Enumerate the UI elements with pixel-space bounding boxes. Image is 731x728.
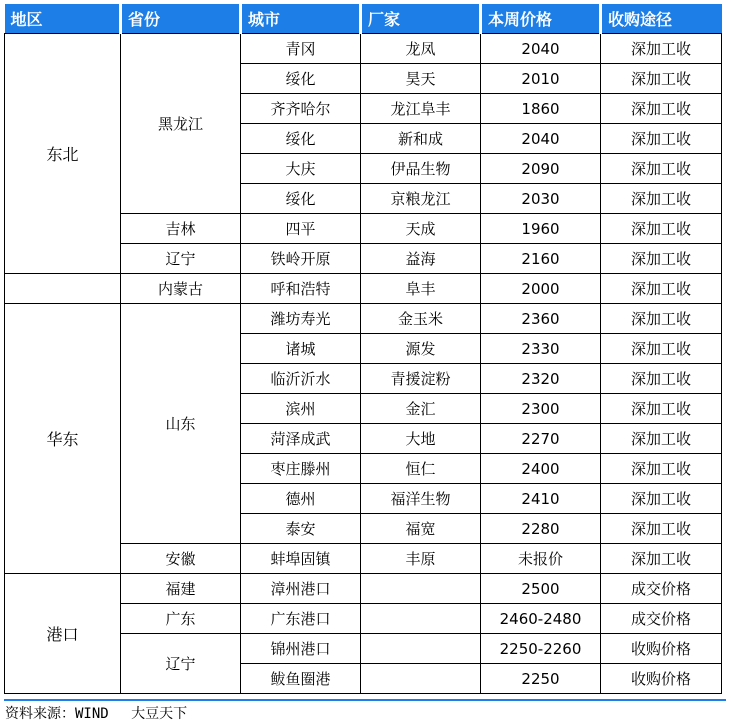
channel-cell: 深加工收 xyxy=(601,454,722,484)
province-cell: 福建 xyxy=(121,574,241,604)
factory-cell: 新和成 xyxy=(361,124,481,154)
channel-cell: 深加工收 xyxy=(601,274,722,304)
province-cell: 广东 xyxy=(121,604,241,634)
price-cell: 2270 xyxy=(481,424,601,454)
city-cell: 泰安 xyxy=(241,514,361,544)
region-cell: 东北 xyxy=(5,34,121,274)
city-cell: 鲅鱼圈港 xyxy=(241,664,361,694)
price-cell: 2000 xyxy=(481,274,601,304)
channel-cell: 深加工收 xyxy=(601,364,722,394)
price-cell: 2360 xyxy=(481,304,601,334)
factory-cell xyxy=(361,574,481,604)
city-cell: 德州 xyxy=(241,484,361,514)
price-table xyxy=(4,4,722,694)
city-cell: 广东港口 xyxy=(241,604,361,634)
factory-cell: 京粮龙江 xyxy=(361,184,481,214)
city-cell: 诸城 xyxy=(241,334,361,364)
channel-cell: 深加工收 xyxy=(601,184,722,214)
channel-cell: 成交价格 xyxy=(601,574,722,604)
city-cell: 潍坊寿光 xyxy=(241,304,361,334)
header-row xyxy=(5,4,722,34)
price-cell: 1960 xyxy=(481,214,601,244)
channel-cell: 深加工收 xyxy=(601,424,722,454)
province-cell: 内蒙古 xyxy=(121,274,241,304)
price-cell: 2010 xyxy=(481,64,601,94)
factory-cell: 恒仁 xyxy=(361,454,481,484)
region-cell: 华东 xyxy=(5,304,121,574)
channel-cell: 深加工收 xyxy=(601,304,722,334)
channel-cell: 深加工收 xyxy=(601,34,722,64)
price-cell: 2040 xyxy=(481,124,601,154)
city-cell: 蚌埠固镇 xyxy=(241,544,361,574)
price-cell: 2410 xyxy=(481,484,601,514)
province-cell: 辽宁 xyxy=(121,244,241,274)
city-cell: 青冈 xyxy=(241,34,361,64)
city-cell: 呼和浩特 xyxy=(241,274,361,304)
city-cell: 绥化 xyxy=(241,64,361,94)
factory-cell: 益海 xyxy=(361,244,481,274)
city-cell: 四平 xyxy=(241,214,361,244)
factory-cell: 丰原 xyxy=(361,544,481,574)
city-cell: 锦州港口 xyxy=(241,634,361,664)
city-cell: 绥化 xyxy=(241,184,361,214)
city-cell: 临沂沂水 xyxy=(241,364,361,394)
factory-cell xyxy=(361,664,481,694)
header-price: 本周价格 xyxy=(481,4,601,34)
factory-cell: 大地 xyxy=(361,424,481,454)
header-channel: 收购途径 xyxy=(601,4,722,34)
factory-cell: 阜丰 xyxy=(361,274,481,304)
table-row xyxy=(5,274,722,304)
price-cell: 2300 xyxy=(481,394,601,424)
price-cell: 1860 xyxy=(481,94,601,124)
city-cell: 滨州 xyxy=(241,394,361,424)
city-cell: 漳州港口 xyxy=(241,574,361,604)
price-cell: 2400 xyxy=(481,454,601,484)
price-cell: 2250 xyxy=(481,664,601,694)
price-cell: 2090 xyxy=(481,154,601,184)
footer-divider xyxy=(4,699,726,701)
price-cell: 2330 xyxy=(481,334,601,364)
factory-cell: 金汇 xyxy=(361,394,481,424)
province-cell: 黑龙江 xyxy=(121,34,241,214)
province-cell: 山东 xyxy=(121,304,241,544)
table-row xyxy=(5,304,722,334)
region-cell-empty xyxy=(5,274,121,304)
price-cell: 2030 xyxy=(481,184,601,214)
channel-cell: 深加工收 xyxy=(601,484,722,514)
channel-cell: 深加工收 xyxy=(601,64,722,94)
channel-cell: 深加工收 xyxy=(601,124,722,154)
factory-cell xyxy=(361,604,481,634)
price-cell: 2160 xyxy=(481,244,601,274)
price-cell: 2320 xyxy=(481,364,601,394)
price-cell: 2460-2480 xyxy=(481,604,601,634)
factory-cell: 天成 xyxy=(361,214,481,244)
province-cell: 辽宁 xyxy=(121,634,241,694)
province-cell: 吉林 xyxy=(121,214,241,244)
channel-cell: 收购价格 xyxy=(601,634,722,664)
header-province: 省份 xyxy=(121,4,241,34)
header-city: 城市 xyxy=(241,4,361,34)
header-region: 地区 xyxy=(5,4,121,34)
price-cell: 未报价 xyxy=(481,544,601,574)
province-cell: 安徽 xyxy=(121,544,241,574)
header-factory: 厂家 xyxy=(361,4,481,34)
channel-cell: 收购价格 xyxy=(601,664,722,694)
channel-cell: 深加工收 xyxy=(601,394,722,424)
city-cell: 铁岭开原 xyxy=(241,244,361,274)
factory-cell: 龙江阜丰 xyxy=(361,94,481,124)
channel-cell: 深加工收 xyxy=(601,334,722,364)
factory-cell: 伊品生物 xyxy=(361,154,481,184)
factory-cell: 金玉米 xyxy=(361,304,481,334)
source-note: 资料来源：WIND 大豆天下 xyxy=(5,706,188,722)
city-cell: 菏泽成武 xyxy=(241,424,361,454)
channel-cell: 深加工收 xyxy=(601,514,722,544)
channel-cell: 深加工收 xyxy=(601,544,722,574)
factory-cell: 青援淀粉 xyxy=(361,364,481,394)
region-cell: 港口 xyxy=(5,574,121,694)
factory-cell: 龙凤 xyxy=(361,34,481,64)
channel-cell: 成交价格 xyxy=(601,604,722,634)
table-row xyxy=(5,574,722,604)
factory-cell: 福宽 xyxy=(361,514,481,544)
price-cell: 2500 xyxy=(481,574,601,604)
city-cell: 绥化 xyxy=(241,124,361,154)
factory-cell: 昊天 xyxy=(361,64,481,94)
city-cell: 枣庄滕州 xyxy=(241,454,361,484)
channel-cell: 深加工收 xyxy=(601,214,722,244)
factory-cell: 源发 xyxy=(361,334,481,364)
factory-cell: 福洋生物 xyxy=(361,484,481,514)
price-cell: 2040 xyxy=(481,34,601,64)
channel-cell: 深加工收 xyxy=(601,244,722,274)
city-cell: 齐齐哈尔 xyxy=(241,94,361,124)
price-cell: 2250-2260 xyxy=(481,634,601,664)
price-cell: 2280 xyxy=(481,514,601,544)
city-cell: 大庆 xyxy=(241,154,361,184)
table-row xyxy=(5,34,722,64)
channel-cell: 深加工收 xyxy=(601,154,722,184)
factory-cell xyxy=(361,634,481,664)
channel-cell: 深加工收 xyxy=(601,94,722,124)
